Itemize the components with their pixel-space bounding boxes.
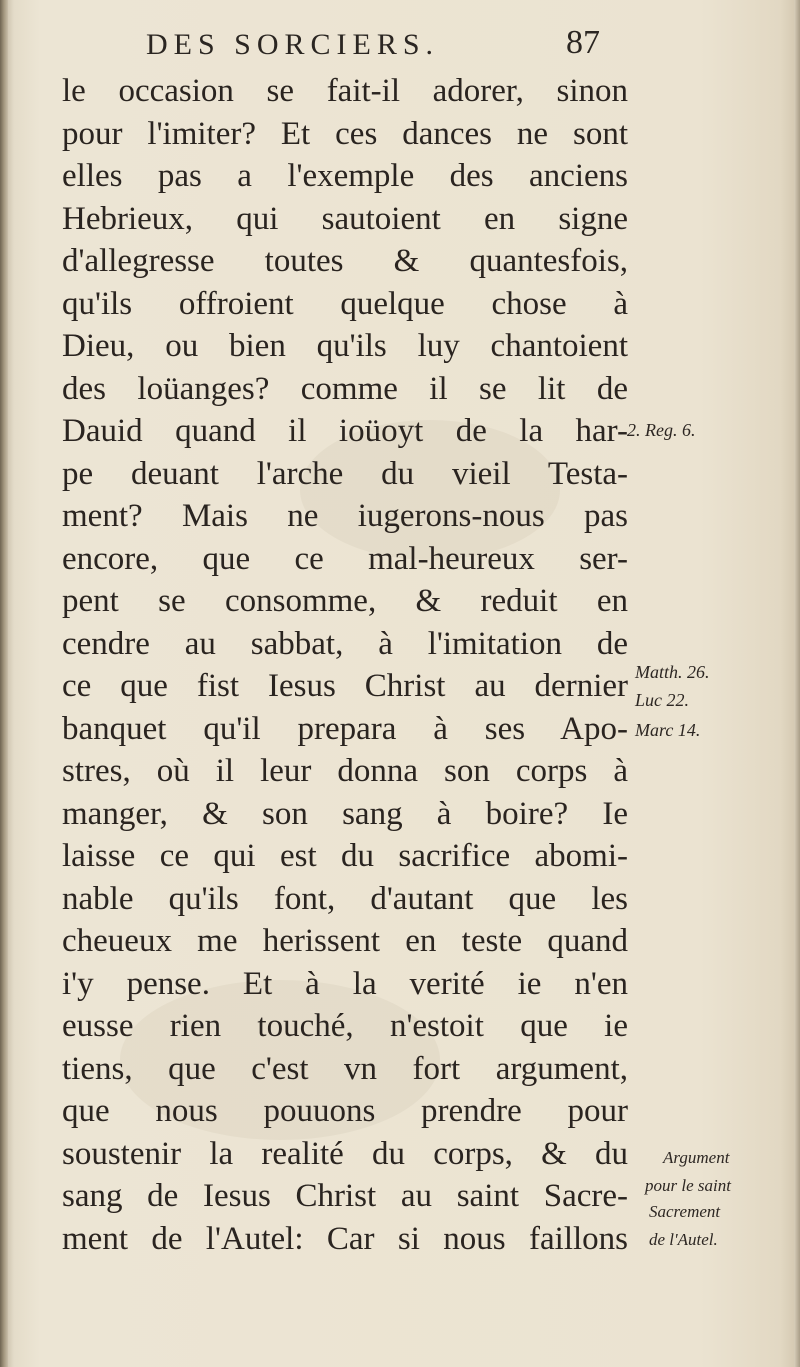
text-line: elles pas a l'exemple des anciens bbox=[62, 158, 628, 194]
text-line: ment de l'Autel: Car si nous faillons bbox=[62, 1220, 628, 1257]
text-line: ce que fist Iesus Christ au dernier bbox=[62, 668, 628, 704]
text-line: banquet qu'il prepara à ses Apo- bbox=[62, 710, 628, 747]
running-head bbox=[140, 22, 600, 66]
text-line: cendre au sabbat, à l'imitation de bbox=[62, 625, 628, 662]
book-gutter bbox=[0, 0, 8, 1367]
margin-note-argument: de l'Autel. bbox=[649, 1230, 718, 1249]
margin-notes bbox=[625, 0, 775, 1367]
text-line: que nous pouuons prendre pour bbox=[62, 1093, 628, 1129]
margin-note-matth: Matth. 26. bbox=[635, 662, 710, 682]
body-text bbox=[62, 70, 628, 1260]
running-title: DES SORCIERS. bbox=[146, 28, 440, 61]
text-line: Dieu, ou bien qu'ils luy chantoient bbox=[62, 328, 628, 364]
page-number: 87 bbox=[566, 24, 600, 61]
text-line: eusse rien touché, n'estoit que ie bbox=[62, 1008, 628, 1044]
text-line: qu'ils offroient quelque chose à bbox=[62, 285, 628, 322]
text-line: Dauid quand il ioüoyt de la har- bbox=[62, 413, 628, 449]
text-line: ment? Mais ne iugerons-nous pas bbox=[62, 498, 628, 534]
text-line: nable qu'ils font, d'autant que les bbox=[62, 880, 628, 917]
text-line: encore, que ce mal-heureux ser- bbox=[62, 540, 628, 577]
margin-note-reg: 2. Reg. 6. bbox=[627, 420, 696, 440]
margin-note-luc: Luc 22. bbox=[635, 690, 689, 710]
text-line: stres, où il leur donna son corps à bbox=[62, 753, 628, 789]
text-line: des loüanges? comme il se lit de bbox=[62, 370, 628, 407]
text-line: pe deuant l'arche du vieil Testa- bbox=[62, 455, 628, 492]
margin-note-marc: Marc 14. bbox=[635, 720, 701, 740]
text-line: Hebrieux, qui sautoient en signe bbox=[62, 200, 628, 237]
text-line: soustenir la realité du corps, & du bbox=[62, 1135, 628, 1172]
text-line: le occasion se fait-il adorer, sinon bbox=[62, 73, 628, 109]
text-line: sang de Iesus Christ au saint Sacre- bbox=[62, 1178, 628, 1214]
margin-note-argument: pour le saint bbox=[645, 1176, 731, 1195]
text-line: pent se consomme, & reduit en bbox=[62, 583, 628, 619]
text-line: pour l'imiter? Et ces dances ne sont bbox=[62, 115, 628, 152]
text-line: d'allegresse toutes & quantesfois, bbox=[62, 243, 628, 279]
text-line: manger, & son sang à boire? Ie bbox=[62, 795, 628, 832]
margin-note-argument: Argument bbox=[663, 1148, 730, 1167]
text-line: i'y pense. Et à la verité ie n'en bbox=[62, 965, 628, 1002]
text-line: laisse ce qui est du sacrifice abomi- bbox=[62, 838, 628, 874]
text-line: tiens, que c'est vn fort argument, bbox=[62, 1050, 628, 1087]
page-edge bbox=[794, 0, 800, 1367]
margin-note-argument: Sacrement bbox=[649, 1202, 721, 1221]
text-line: cheueux me herissent en teste quand bbox=[62, 923, 628, 959]
